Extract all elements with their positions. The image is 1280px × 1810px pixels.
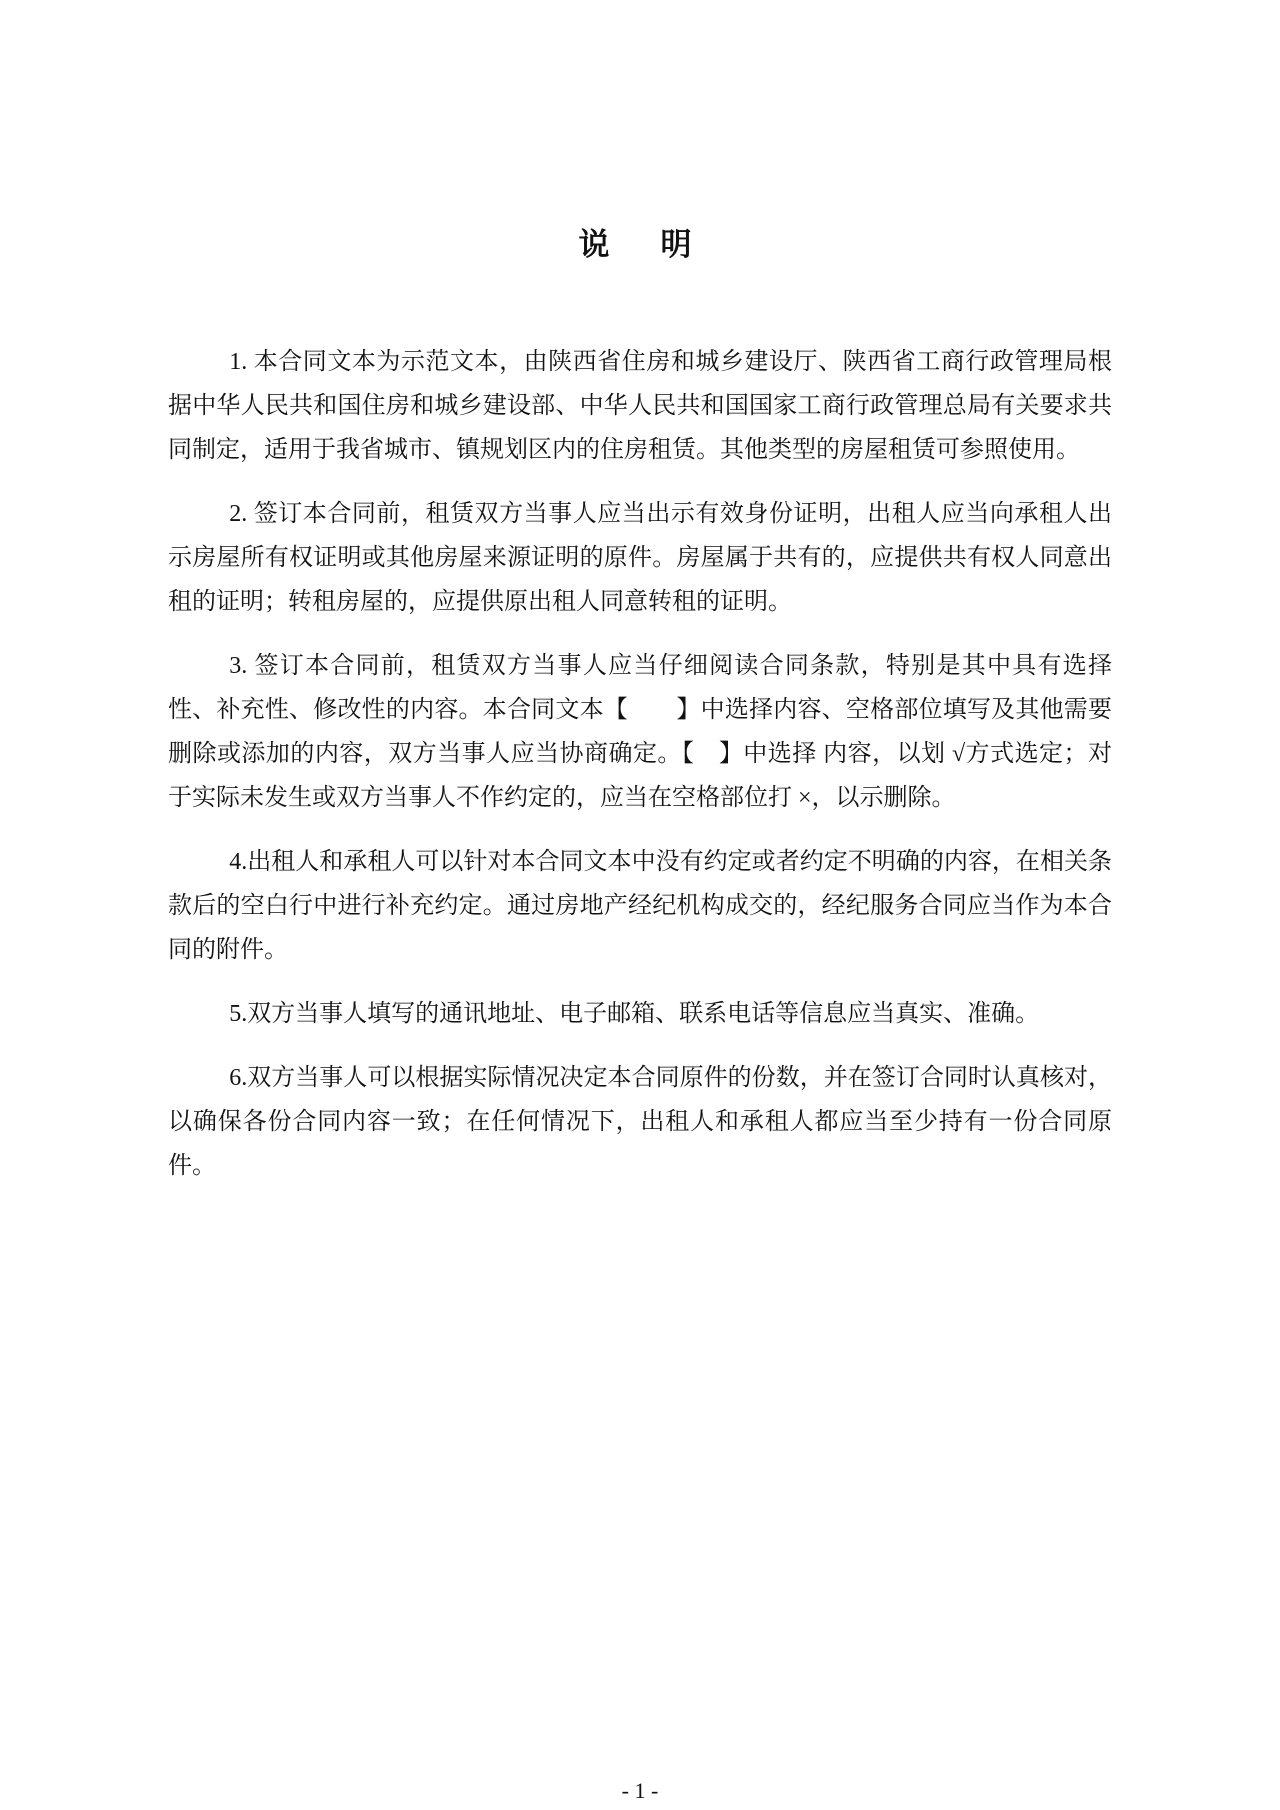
instruction-paragraph-5: 5.双方当事人填写的通讯地址、电子邮箱、联系电话等信息应当真实、准确。 — [229, 1001, 1040, 1027]
document-body — [168, 340, 1112, 1188]
page-number: - 1 - — [621, 1778, 659, 1803]
instruction-paragraph-2: 2. 签订本合同前，租赁双方当事人应当出示有效身份证明，出租人应当向承租人出示房屋所有权证明或其他房屋来源证明的原件。房屋属于共有的，应提供共有权人同意出租的证明；转租房屋的，应提供原出租人同意转租的证明。 — [168, 501, 1112, 615]
instruction-paragraph-3: 3. 签订本合同前，租赁双方当事人应当仔细阅读合同条款，特别是其中具有选择性、补充性、修改性的内容。本合同文本【 】中选择内容、空格部位填写及其他需要删除或添加的内容，双方当事人应当协商确定。【 】中选择 内容，以划 √方式选定；对于实际未发生或双方当事人不作约定的，应当在空格部位打 ×，以示删除。 — [168, 653, 1112, 811]
page-title: 说 明 — [578, 227, 702, 262]
instruction-paragraph-1: 1. 本合同文本为示范文本，由陕西省住房和城乡建设厅、陕西省工商行政管理局根据中华人民共和国住房和城乡建设部、中华人民共和国国家工商行政管理总局有关要求共同制定，适用于我省城市、镇规划区内的住房租赁。其他类型的房屋租赁可参照使用。 — [168, 349, 1112, 463]
instruction-paragraph-6: 6.双方当事人可以根据实际情况决定本合同原件的份数，并在签订合同时认真核对，以确保各份合同内容一致；在任何情况下，出租人和承租人都应当至少持有一份合同原件。 — [168, 1065, 1112, 1179]
instruction-paragraph-4: 4.出租人和承租人可以针对本合同文本中没有约定或者约定不明确的内容，在相关条款后的空白行中进行补充约定。通过房地产经纪机构成交的，经纪服务合同应当作为本合同的附件。 — [168, 849, 1112, 963]
